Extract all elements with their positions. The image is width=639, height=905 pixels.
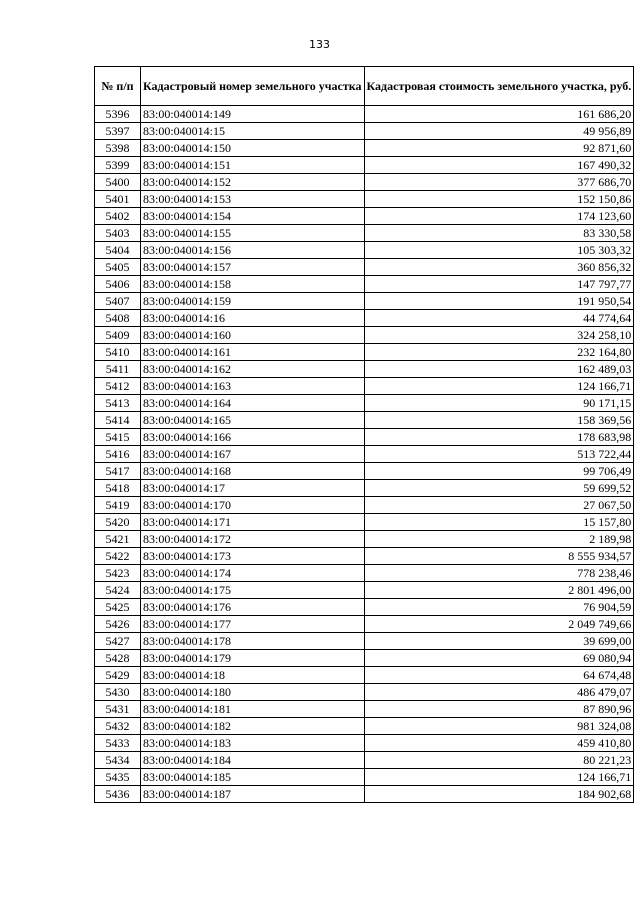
row-number: 5411 [95, 361, 141, 378]
cadastral-number: 83:00:040014:152 [141, 174, 365, 191]
cadastral-value: 69 080,94 [364, 650, 634, 667]
cadastral-value: 167 490,32 [364, 157, 634, 174]
header-row [95, 67, 634, 106]
row-number: 5419 [95, 497, 141, 514]
cadastral-value: 191 950,54 [364, 293, 634, 310]
cadastral-number: 83:00:040014:176 [141, 599, 365, 616]
row-number: 5404 [95, 242, 141, 259]
row-number: 5433 [95, 735, 141, 752]
row-number: 5417 [95, 463, 141, 480]
cadastral-number: 83:00:040014:163 [141, 378, 365, 395]
cadastral-number: 83:00:040014:174 [141, 565, 365, 582]
table-row [95, 565, 634, 582]
cadastral-number: 83:00:040014:158 [141, 276, 365, 293]
cadastral-value: 324 258,10 [364, 327, 634, 344]
row-number: 5414 [95, 412, 141, 429]
row-number: 5435 [95, 769, 141, 786]
cadastral-number: 83:00:040014:164 [141, 395, 365, 412]
row-number: 5422 [95, 548, 141, 565]
cadastral-number: 83:00:040014:149 [141, 106, 365, 123]
row-number: 5398 [95, 140, 141, 157]
row-number: 5418 [95, 480, 141, 497]
table-row [95, 378, 634, 395]
cadastral-value: 8 555 934,57 [364, 548, 634, 565]
table-row [95, 446, 634, 463]
cadastral-value: 232 164,80 [364, 344, 634, 361]
table-row [95, 225, 634, 242]
row-number: 5421 [95, 531, 141, 548]
cadastral-value: 15 157,80 [364, 514, 634, 531]
cadastral-number: 83:00:040014:171 [141, 514, 365, 531]
cadastral-number: 83:00:040014:187 [141, 786, 365, 803]
cadastral-number: 83:00:040014:181 [141, 701, 365, 718]
row-number: 5420 [95, 514, 141, 531]
cadastral-number: 83:00:040014:157 [141, 259, 365, 276]
cadastral-value: 2 801 496,00 [364, 582, 634, 599]
row-number: 5412 [95, 378, 141, 395]
row-number: 5430 [95, 684, 141, 701]
row-number: 5425 [95, 599, 141, 616]
cadastral-value: 124 166,71 [364, 378, 634, 395]
cadastral-value: 377 686,70 [364, 174, 634, 191]
cadastral-number: 83:00:040014:173 [141, 548, 365, 565]
cadastral-value: 184 902,68 [364, 786, 634, 803]
cadastral-number: 83:00:040014:175 [141, 582, 365, 599]
cadastral-number: 83:00:040014:161 [141, 344, 365, 361]
row-number: 5405 [95, 259, 141, 276]
cadastral-number: 83:00:040014:179 [141, 650, 365, 667]
table-row [95, 412, 634, 429]
cadastral-value: 981 324,08 [364, 718, 634, 735]
cadastral-value: 59 699,52 [364, 480, 634, 497]
table-row [95, 548, 634, 565]
table-row [95, 463, 634, 480]
table-row [95, 718, 634, 735]
cadastral-number: 83:00:040014:184 [141, 752, 365, 769]
table-row [95, 684, 634, 701]
cadastral-number: 83:00:040014:17 [141, 480, 365, 497]
cadastral-value: 49 956,89 [364, 123, 634, 140]
table-row [95, 480, 634, 497]
cadastral-value: 124 166,71 [364, 769, 634, 786]
cadastral-value: 64 674,48 [364, 667, 634, 684]
table-row [95, 786, 634, 803]
row-number: 5424 [95, 582, 141, 599]
table-row [95, 633, 634, 650]
table-row [95, 242, 634, 259]
table-row [95, 769, 634, 786]
cadastral-number: 83:00:040014:15 [141, 123, 365, 140]
cadastral-value: 99 706,49 [364, 463, 634, 480]
cadastral-number: 83:00:040014:156 [141, 242, 365, 259]
row-number: 5416 [95, 446, 141, 463]
cadastral-value: 2 189,98 [364, 531, 634, 548]
table-row [95, 208, 634, 225]
cadastral-value: 2 049 749,66 [364, 616, 634, 633]
cadastral-value: 105 303,32 [364, 242, 634, 259]
table-row [95, 514, 634, 531]
cadastral-number: 83:00:040014:150 [141, 140, 365, 157]
cadastral-value: 147 797,77 [364, 276, 634, 293]
cadastral-number: 83:00:040014:170 [141, 497, 365, 514]
cadastral-value: 158 369,56 [364, 412, 634, 429]
table-row [95, 191, 634, 208]
row-number: 5410 [95, 344, 141, 361]
header-cadastral-number: Кадастровый номер земельного участка [141, 67, 365, 106]
row-number: 5406 [95, 276, 141, 293]
cadastral-number: 83:00:040014:183 [141, 735, 365, 752]
table-row [95, 701, 634, 718]
cadastral-number: 83:00:040014:172 [141, 531, 365, 548]
row-number: 5415 [95, 429, 141, 446]
table-row [95, 106, 634, 123]
cadastral-number: 83:00:040014:182 [141, 718, 365, 735]
table-row [95, 327, 634, 344]
table-row [95, 735, 634, 752]
row-number: 5408 [95, 310, 141, 327]
cadastral-value: 80 221,23 [364, 752, 634, 769]
row-number: 5426 [95, 616, 141, 633]
row-number: 5396 [95, 106, 141, 123]
cadastral-value: 92 871,60 [364, 140, 634, 157]
table-row [95, 140, 634, 157]
cadastral-number: 83:00:040014:160 [141, 327, 365, 344]
row-number: 5431 [95, 701, 141, 718]
cadastral-number: 83:00:040014:166 [141, 429, 365, 446]
cadastral-number: 83:00:040014:180 [141, 684, 365, 701]
cadastral-value: 87 890,96 [364, 701, 634, 718]
row-number: 5436 [95, 786, 141, 803]
cadastral-number: 83:00:040014:168 [141, 463, 365, 480]
row-number: 5403 [95, 225, 141, 242]
row-number: 5429 [95, 667, 141, 684]
cadastral-number: 83:00:040014:154 [141, 208, 365, 225]
cadastral-number: 83:00:040014:177 [141, 616, 365, 633]
cadastral-value: 83 330,58 [364, 225, 634, 242]
cadastral-value: 27 067,50 [364, 497, 634, 514]
table-row [95, 429, 634, 446]
header-num: № п/п [95, 67, 141, 106]
row-number: 5401 [95, 191, 141, 208]
cadastral-value: 513 722,44 [364, 446, 634, 463]
row-number: 5397 [95, 123, 141, 140]
table-row [95, 361, 634, 378]
cadastral-value: 152 150,86 [364, 191, 634, 208]
cadastral-value: 161 686,20 [364, 106, 634, 123]
cadastral-number: 83:00:040014:153 [141, 191, 365, 208]
cadastral-value: 459 410,80 [364, 735, 634, 752]
table-row [95, 395, 634, 412]
table-row [95, 616, 634, 633]
table-row [95, 123, 634, 140]
cadastral-value: 76 904,59 [364, 599, 634, 616]
cadastral-number: 83:00:040014:151 [141, 157, 365, 174]
row-number: 5428 [95, 650, 141, 667]
table-body [95, 106, 634, 803]
table-row [95, 599, 634, 616]
cadastral-number: 83:00:040014:167 [141, 446, 365, 463]
header-cadastral-value: Кадастровая стоимость земельного участка, руб. [364, 67, 634, 106]
row-number: 5434 [95, 752, 141, 769]
cadastral-value: 162 489,03 [364, 361, 634, 378]
cadastral-value: 360 856,32 [364, 259, 634, 276]
cadastral-value: 486 479,07 [364, 684, 634, 701]
cadastral-value: 39 699,00 [364, 633, 634, 650]
row-number: 5413 [95, 395, 141, 412]
page-number: 133 [309, 38, 330, 51]
table-row [95, 582, 634, 599]
cadastral-number: 83:00:040014:155 [141, 225, 365, 242]
cadastral-number: 83:00:040014:185 [141, 769, 365, 786]
row-number: 5427 [95, 633, 141, 650]
table-row [95, 531, 634, 548]
cadastral-value: 778 238,46 [364, 565, 634, 582]
row-number: 5400 [95, 174, 141, 191]
cadastral-number: 83:00:040014:16 [141, 310, 365, 327]
cadastral-value: 44 774,64 [364, 310, 634, 327]
table-row [95, 293, 634, 310]
cadastral-number: 83:00:040014:178 [141, 633, 365, 650]
row-number: 5409 [95, 327, 141, 344]
row-number: 5423 [95, 565, 141, 582]
cadastral-number: 83:00:040014:18 [141, 667, 365, 684]
row-number: 5399 [95, 157, 141, 174]
cadastral-value: 90 171,15 [364, 395, 634, 412]
table-row [95, 752, 634, 769]
cadastral-number: 83:00:040014:159 [141, 293, 365, 310]
cadastral-number: 83:00:040014:165 [141, 412, 365, 429]
row-number: 5402 [95, 208, 141, 225]
table-row [95, 157, 634, 174]
table-row [95, 650, 634, 667]
table-row [95, 174, 634, 191]
table-row [95, 310, 634, 327]
cadastral-value-table [94, 66, 634, 803]
table-row [95, 276, 634, 293]
cadastral-number: 83:00:040014:162 [141, 361, 365, 378]
table-row [95, 344, 634, 361]
cadastral-value: 178 683,98 [364, 429, 634, 446]
cadastral-value: 174 123,60 [364, 208, 634, 225]
table-row [95, 259, 634, 276]
table-row [95, 497, 634, 514]
row-number: 5432 [95, 718, 141, 735]
row-number: 5407 [95, 293, 141, 310]
table-header [95, 67, 634, 106]
table-row [95, 667, 634, 684]
